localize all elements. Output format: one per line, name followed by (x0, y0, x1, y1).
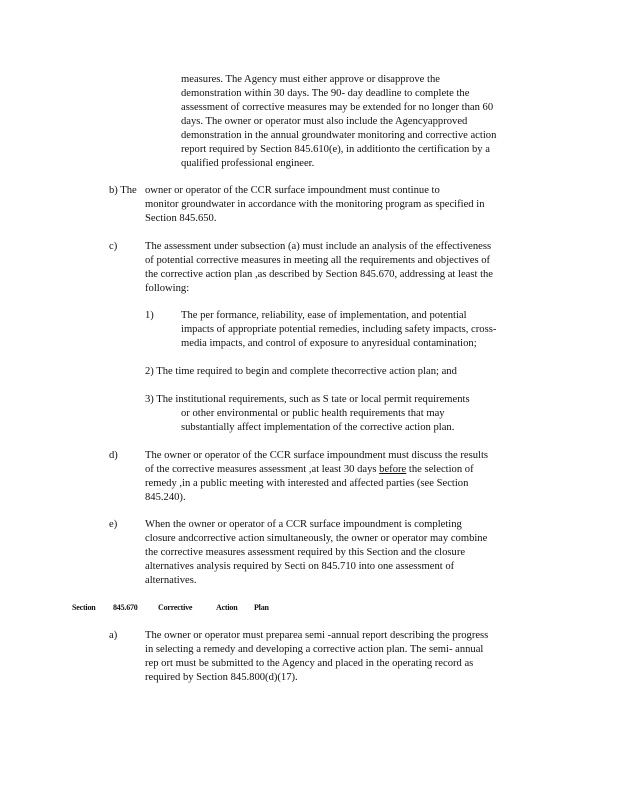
text-line: days. The owner or operator must also include the Agencyapproved (181, 116, 468, 127)
text-line: monitor groundwater in accordance with the monitoring program as specified in (145, 199, 485, 210)
text-line: When the owner or operator of a CCR surface impoundment is completing (145, 519, 462, 530)
text-line: assessment of corrective measures may be extended for no longer than 60 (181, 102, 494, 113)
intro-paragraph (181, 73, 496, 171)
text-line: owner or operator of the CCR surface impoundment must continue to (145, 185, 440, 196)
text-line: required by Section 845.800(d)(17). (145, 672, 298, 683)
section-number: 845.670 (113, 603, 138, 612)
section-title-word: Corrective (158, 603, 193, 612)
section-title-word: Action (216, 603, 238, 612)
subitem-1-text (181, 309, 496, 351)
text-line: 3) The institutional requirements, such as S tate or local permit requirements (145, 394, 470, 405)
text-line: impacts of appropriate potential remedies, including safety impacts, cross- (181, 324, 497, 335)
text-line: alternatives analysis required by Secti on 845.710 into one assessment of (145, 561, 455, 572)
text-line: report required by Section 845.610(e), in additionto the certification by a (181, 144, 490, 155)
text-line: The owner or operator of the CCR surface impoundment must discuss the results (145, 450, 489, 461)
subitem-3-text (145, 393, 470, 407)
text-fragment: the selection of (406, 464, 474, 475)
text-line: rep ort must be submitted to the Agency and placed in the operating record as (145, 658, 474, 669)
text-line: the corrective action plan ,as described by Section 845.670, addressing at least the (145, 269, 494, 280)
subitem-2-text (145, 365, 457, 379)
item-b-text (145, 184, 485, 226)
text-line: 2) The time required to begin and complete thecorrective action plan; and (145, 366, 457, 377)
subitem-3-continuation (181, 407, 454, 435)
text-line: 845.240). (145, 492, 186, 503)
item-c-text (145, 240, 493, 296)
item-a-text (145, 629, 488, 685)
section-title-word: Plan (254, 603, 269, 612)
item-b-label: b) The (109, 185, 137, 196)
text-line: qualified professional engineer. (181, 158, 315, 169)
text-line (145, 463, 488, 477)
item-a-label: a) (109, 630, 118, 641)
text-line: demonstration within 30 days. The 90- day deadline to complete the (181, 88, 470, 99)
text-line: The per formance, reliability, ease of implementation, and potential (181, 310, 467, 321)
underlined-word: before (379, 464, 407, 475)
text-line: demonstration in the annual groundwater monitoring and corrective action (181, 130, 497, 141)
item-e-text (145, 518, 487, 588)
subitem-1-label: 1) (145, 310, 154, 321)
section-heading (72, 602, 372, 614)
item-d-text (145, 449, 488, 505)
text-line: The assessment under subsection (a) must include an analysis of the effectiveness (145, 241, 492, 252)
section-word: Section (72, 603, 96, 612)
text-line: measures. The Agency must either approve or disapprove the (181, 74, 440, 85)
text-line: in selecting a remedy and developing a corrective action plan. The semi- annual (145, 644, 484, 655)
text-line: remedy ,in a public meeting with interested and affected parties (see Section (145, 478, 469, 489)
text-line: media impacts, and control of exposure to anyresidual contamination; (181, 338, 477, 349)
text-line: closure andcorrective action simultaneously, the owner or operator may combine (145, 533, 488, 544)
text-line: The owner or operator must preparea semi -annual report describing the progress (145, 630, 489, 641)
text-line: Section 845.650. (145, 213, 217, 224)
text-fragment: of the corrective measures assessment ,at least 30 days (145, 464, 380, 475)
text-line: substantially affect implementation of the corrective action plan. (181, 422, 455, 433)
text-line: alternatives. (145, 575, 197, 586)
item-e-label: e) (109, 519, 118, 530)
text-line: of potential corrective measures in meeting all the requirements and objectives of (145, 255, 491, 266)
text-line: the corrective measures assessment required by this Section and the closure (145, 547, 466, 558)
text-line: or other environmental or public health requirements that may (181, 408, 445, 419)
item-c-label: c) (109, 241, 118, 252)
text-line: following: (145, 283, 190, 294)
item-d-label: d) (109, 450, 118, 461)
